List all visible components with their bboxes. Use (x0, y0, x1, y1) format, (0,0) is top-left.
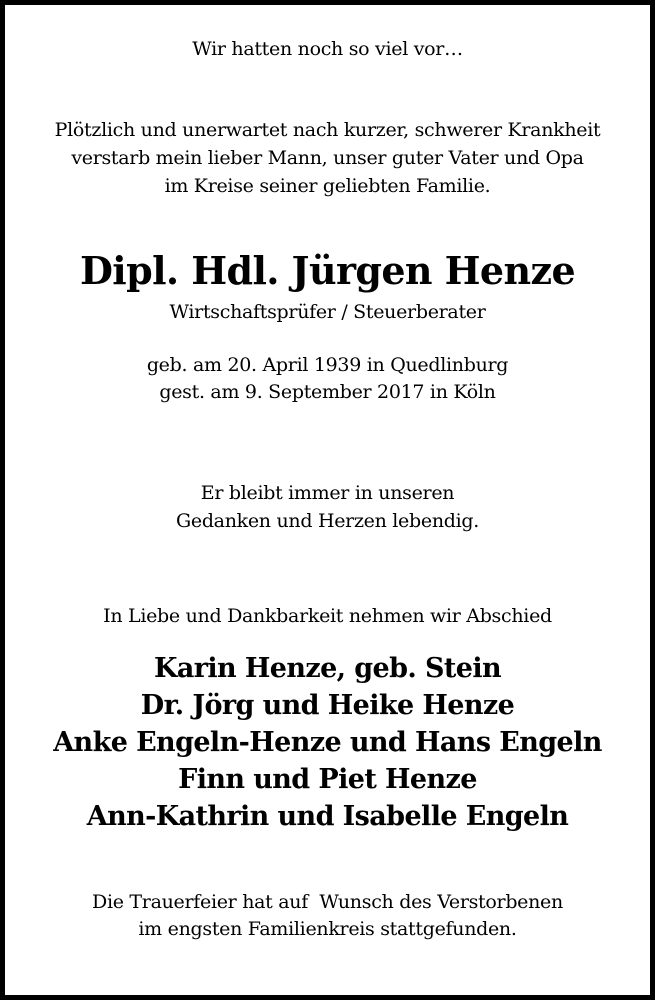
motto-text: Wir hatten noch so viel vor… (192, 38, 463, 60)
family-member: Ann-Kathrin und Isabelle Engeln (86, 801, 569, 832)
deceased-profession: Wirtschaftsprüfer / Steuerberater (169, 301, 486, 323)
birth-date: geb. am 20. April 1939 in Quedlinburg (146, 354, 509, 376)
memory-line: Er bleibt immer in unseren (200, 482, 455, 504)
family-member: Dr. Jörg und Heike Henze (140, 690, 515, 721)
memory-line: Gedanken und Herzen lebendig. (176, 510, 479, 532)
intro-line: Plötzlich und unerwartet nach kurzer, schwerer Krankheit (54, 119, 601, 141)
closing-line: im engsten Familienkreis stattgefunden. (138, 918, 517, 940)
deceased-name: Dipl. Hdl. Jürgen Henze (79, 248, 576, 293)
family-member: Anke Engeln-Henze und Hans Engeln (53, 727, 602, 758)
family-member: Finn und Piet Henze (178, 764, 477, 795)
intro-line: verstarb mein lieber Mann, unser guter Vater und Opa (71, 147, 584, 169)
death-date: gest. am 9. September 2017 in Köln (159, 381, 496, 403)
family-member: Karin Henze, geb. Stein (153, 653, 502, 684)
closing-line: Die Trauerfeier hat auf Wunsch des Verstorbenen (92, 891, 563, 913)
farewell-text: In Liebe und Dankbarkeit nehmen wir Abschied (103, 605, 552, 627)
intro-line: im Kreise seiner geliebten Familie. (164, 175, 491, 197)
